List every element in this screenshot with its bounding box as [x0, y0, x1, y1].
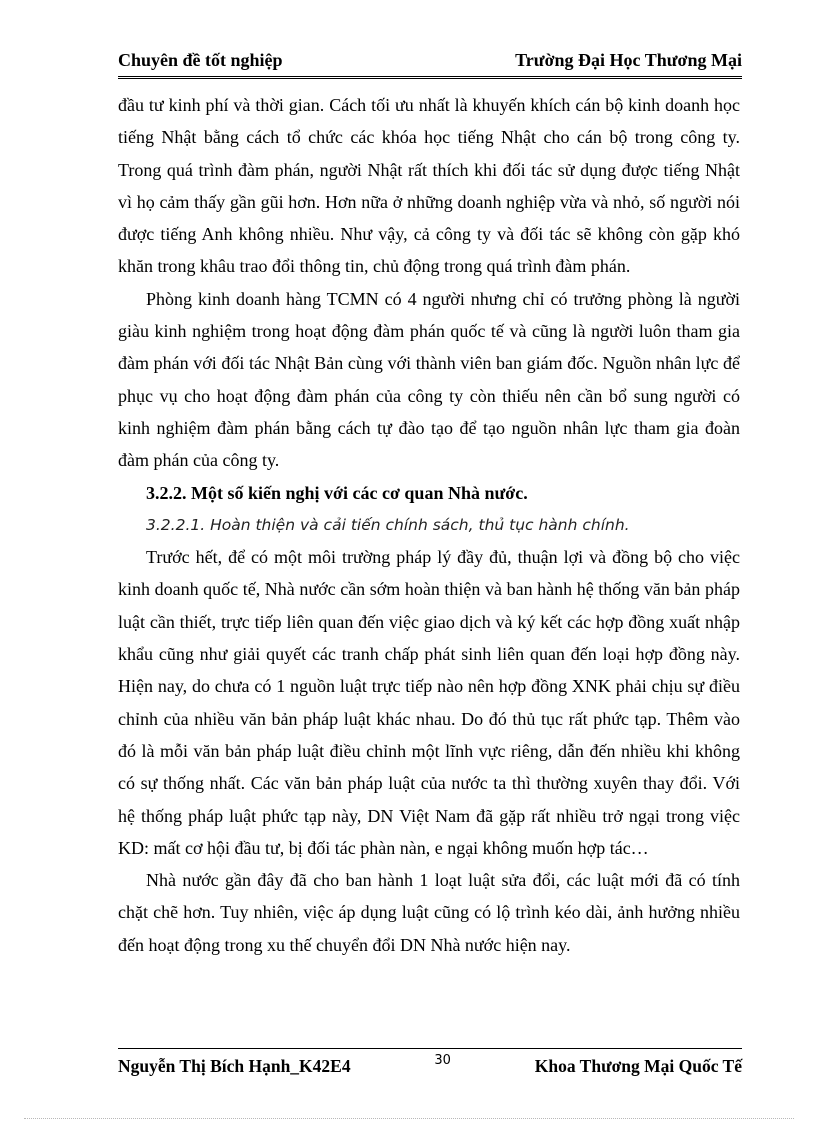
section-heading: 3.2.2. Một số kiến nghị với các cơ quan Nhà nước.	[146, 482, 528, 503]
page-header	[118, 50, 742, 79]
header-right-title: Trường Đại Học Thương Mại	[515, 50, 742, 70]
page-edge-dotted-line	[24, 1118, 794, 1119]
paragraph-3: Trước hết, để có một môi trường pháp lý đầy đủ, thuận lợi và đồng bộ cho việc kinh doanh quốc tế, Nhà nước cần sớm hoàn thiện và ban hành hệ thống văn bản pháp luật cần thiết, trực tiếp liên quan đến việc giao dịch và ký kết các hợp đồng xuất nhập khẩu cũng như giải quyết các tranh chấp phát sinh liên quan đến loại hợp đồng này. Hiện nay, do chưa có 1 nguồn luật trực tiếp nào nên hợp đồng XNK phải chịu sự điều chỉnh của nhiều văn bản pháp luật khác nhau. Do đó thủ tục rất phức tạp. Thêm vào đó là mỗi văn bản pháp luật điều chỉnh một lĩnh vực riêng, dẫn đến nhiều khi không có sự thống nhất. Các văn bản pháp luật của nước ta thì thường xuyên thay đổi. Với hệ thống pháp luật phức tạp này, DN Việt Nam đã gặp rất nhiều trở ngại trong việc KD: mất cơ hội đầu tư, bị đối tác phàn nàn, e ngại không muốn hợp tác…	[118, 547, 740, 858]
footer-author: Nguyễn Thị Bích Hạnh_K42E4	[118, 1056, 351, 1076]
paragraph-4: Nhà nước gần đây đã cho ban hành 1 loạt luật sửa đổi, các luật mới đã có tính chặt chẽ hơn. Tuy nhiên, việc áp dụng luật cũng có lộ trình kéo dài, ảnh hưởng nhiều đến hoạt động trong xu thế chuyển đổi DN Nhà nước hiện nay.	[118, 870, 740, 955]
document-body	[118, 89, 740, 961]
subsection-heading: 3.2.2.1. Hoàn thiện và cải tiến chính sách, thủ tục hành chính.	[146, 515, 630, 534]
page-number: 30	[434, 1053, 451, 1068]
paragraph-2: Phòng kinh doanh hàng TCMN có 4 người nhưng chỉ có trưởng phòng là người giàu kinh nghiệm trong hoạt động đàm phán quốc tế và cũng là người luôn tham gia đàm phán với đối tác Nhật Bản cùng với thành viên ban giám đốc. Nguồn nhân lực để phục vụ cho hoạt động đàm phán của công ty còn thiếu nên cần bổ sung người có kinh nghiệm đàm phán bằng cách tự đào tạo để tạo nguồn nhân lực tham gia đoàn đàm phán của công ty.	[118, 288, 740, 471]
paragraph-1: đầu tư kinh phí và thời gian. Cách tối ưu nhất là khuyến khích cán bộ kinh doanh học tiếng Nhật bằng cách tổ chức các khóa học tiếng Nhật cho cán bộ trong công ty. Trong quá trình đàm phán, người Nhật rất thích khi đối tác sử dụng được tiếng Nhật vì họ cảm thấy gần gũi hơn. Hơn nữa ở những doanh nghiệp vừa và nhỏ, số người nói được tiếng Anh không nhiều. Như vậy, cả công ty và đối tác sẽ không còn gặp khó khăn trong khâu trao đổi thông tin, chủ động trong quá trình đàm phán.	[118, 95, 740, 277]
page-footer	[118, 1048, 742, 1077]
header-left-title: Chuyên đề tốt nghiệp	[118, 50, 283, 70]
footer-department: Khoa Thương Mại Quốc Tế	[534, 1056, 742, 1076]
